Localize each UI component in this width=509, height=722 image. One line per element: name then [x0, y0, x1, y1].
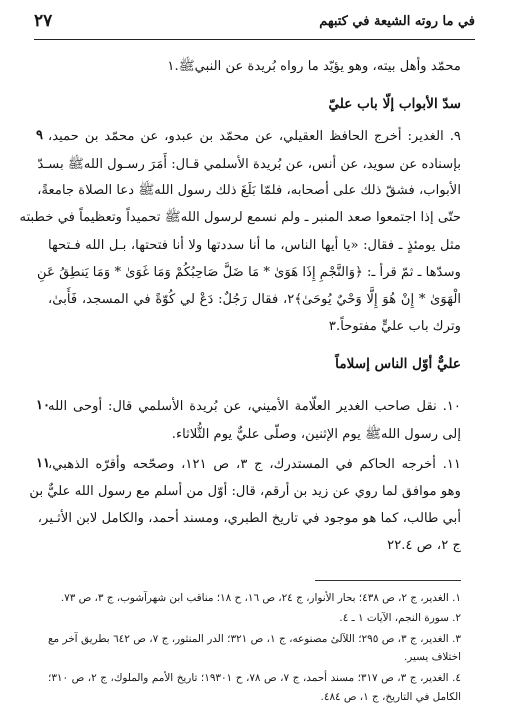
margin-number-10: ١٠ — [36, 398, 50, 413]
section-title-doors: سدّ الأبواب إلّا باب عليّ — [328, 96, 461, 112]
running-title: في ما روته الشيعة في كتبهم — [319, 14, 475, 29]
paragraph-11-line: ج ٢، ص ٢٢.٤ — [387, 538, 461, 553]
footnote-4: ٤. الغدير، ج ٣، ص ٣١٧؛ مسند أحمد، ج ٧، ص ٧٨، ح ١٩٣٠١؛ تاريخ الأمم والملوك، ج ٢، ص ٣١٠؛ — [48, 672, 462, 684]
paragraph-11-line: أبي طالب، كما هو موجود في تاريخ الطبري، ومسند أحمد، والكامل لابن الأثـير، — [37, 511, 461, 526]
footnote-separator — [315, 580, 461, 581]
footnote-4-continued: الكامل في التاريخ، ج ١، ص ٤٨٤. — [320, 691, 461, 703]
paragraph-9-line: الْهَوَىٰ * إِنْ هُوَ إِلَّا وَحْيٌ يُوحَىٰ﴾٢، فقال رَجُلٌ: دَعْ لي كُوّةً في المسجد، فَأَبىٰ، — [48, 292, 461, 307]
running-header — [34, 11, 475, 38]
footnote-3-continued: اختلاف يسير. — [403, 651, 461, 663]
margin-number-9: ٩ — [36, 128, 43, 143]
paragraph-9-line: وترك باب عليٍّ مفتوحاً.٣ — [328, 319, 461, 334]
footnote-2: ٢. سورة النجم، الآيات ١ ـ ٤. — [339, 612, 461, 624]
paragraph-9-line: مثل يومئذٍ ـ فقال: «يا أيها الناس، ما أنا سددتها ولا أنا فتحتها، بـل الله فـتحها — [48, 238, 461, 253]
paragraph-9-line: وسدّها ـ ثمّ قرأ ـ: ﴿وَالنَّجْمِ إِذَا هَوَىٰ * مَا ضَلَّ صَاحِبُكُمْ وَمَا غَوَىٰ * وَمَا يَنطِقُ عَنِ — [37, 265, 461, 280]
paragraph-9-line: الأبواب، فشقّ ذلك على أصحابه، فلمّا بَلَغَ ذلك رسول اللهﷺ دعا الصلاة جامعةً، — [37, 183, 461, 198]
paragraph-10-line: إلى رسول اللهﷺ يوم الإثنين، وصلّى عليٌّ يوم الثُّلاثاء. — [171, 427, 461, 442]
paragraph-9-line: بإسناده عن سويد، عن أنس، عن بُريدة الأسلمي قـال: أَمَرَ رسـول اللهﷺ بسـدّ — [37, 157, 461, 172]
margin-number-11: ١١ — [36, 456, 50, 471]
section-title-first-muslim: عليٌّ أوّل الناس إسلاماً — [335, 356, 461, 372]
paragraph-9-line: حتّى إذا اجتمعوا صعد المنبر ـ ولم نسمع لرسول اللهﷺ تحميداً وتعظيماً في خطبته — [19, 210, 461, 225]
paragraph-9-line: ٩. الغدير: أخرج الحافظ العقيلي، عن محمّد بن عبدو، عن محمّد بن حميد، — [48, 129, 461, 144]
header-rule — [34, 39, 475, 40]
paragraph-11-line: ١١. أخرجه الحاكم في المستدرك، ج ٣، ص ١٢١، وصحّحه وأقرّه الذهبي، — [48, 457, 461, 472]
footnote-1: ١. الغدير، ج ٢، ص ٤٣٨؛ بحار الأنوار، ج ٢٤، ص ١٦، ح ١٨؛ مناقب ابن شهرآشوب، ج ٣، ص ٧٣. — [60, 592, 461, 604]
paragraph-10-line: ١٠. نقل صاحب الغدير العلّامة الأميني، عن بُريدة الأسلمي قال: أوحى الله — [48, 399, 461, 414]
paragraph-11-line: وهو موافق لما روي عن زيد بن أرقم، قال: أوّل من أسلم مع رسول الله عليٌّ بن — [29, 484, 461, 499]
page-number: ٢٧ — [34, 11, 53, 31]
intro-line: محمّد وأهل بيته، وهو يؤيّد ما رواه بُريدة عن النبيﷺ.١ — [167, 59, 461, 74]
footnote-3: ٣. الغدير، ج ٣، ص ٢٩٥؛ اللآلئ مصنوعه، ج ١، ص ٣٢١؛ الدر المنثور، ج ٧، ص ٦٤٢ بطريق آخر مع — [48, 633, 461, 645]
